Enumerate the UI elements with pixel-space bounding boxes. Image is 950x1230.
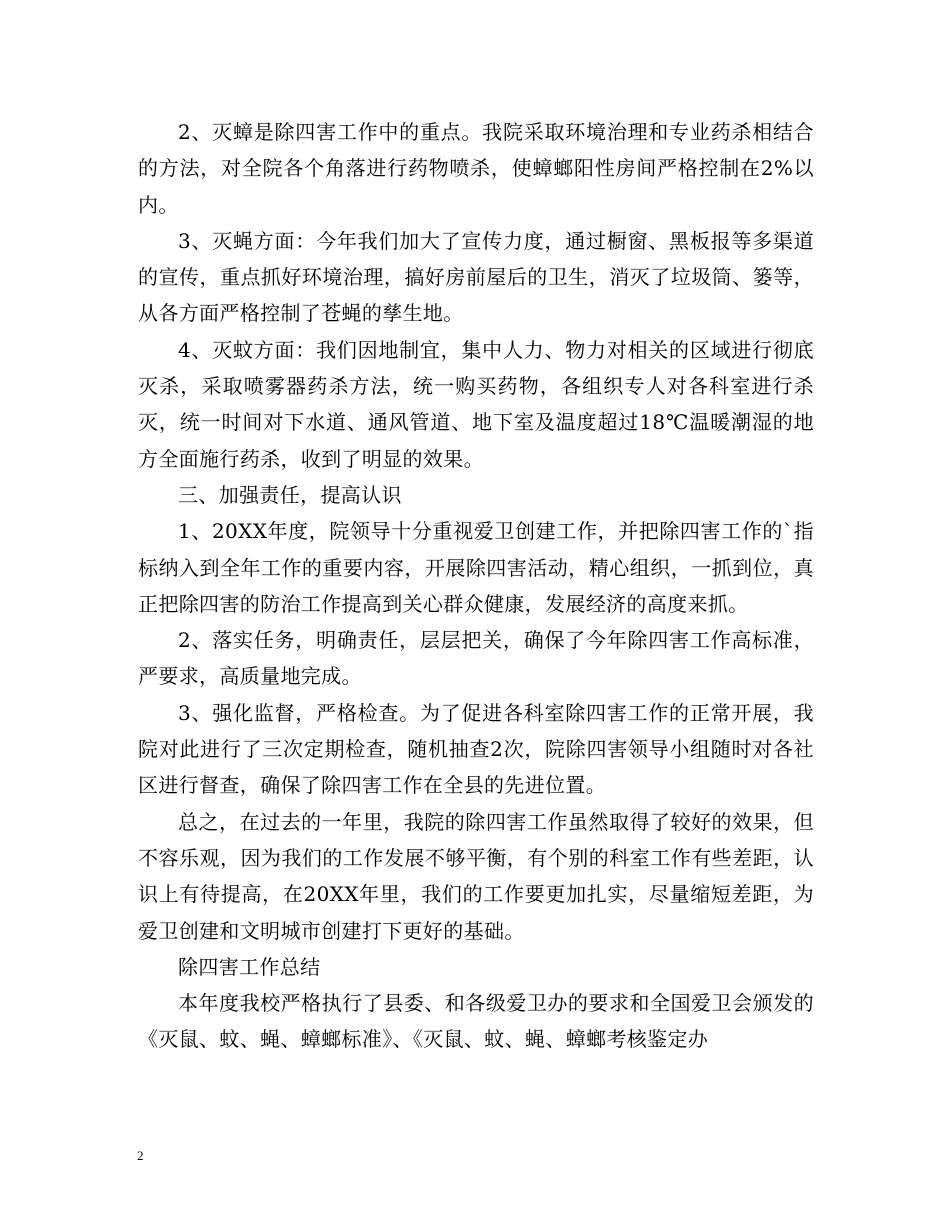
summary-title: 除四害工作总结 <box>178 954 321 979</box>
paragraph-leadership: 1、20XX年度，院领导十分重视爱卫创建工作，并把除四害工作的`指标纳入到全年工作的重要内容，开展除四害活动，精心组织，一抓到位，真正把除四害的防治工作提高到关心群众健康，发展经济的高度来抓。 <box>138 519 814 616</box>
paragraph-cockroach-control: 2、灭蟑是除四害工作中的重点。我院采取环境治理和专业药杀相结合的方法，对全院各个角落进行药物喷杀，使蟑螂阳性房间严格控制在2%以内。 <box>138 120 814 217</box>
page-number: 2 <box>137 1148 144 1163</box>
section-heading-responsibility: 三、加强责任，提高认识 <box>178 482 402 507</box>
paragraph-mosquito-control: 4、灭蚊方面：我们因地制宜，集中人力、物力对相关的区域进行彻底灭杀，采取喷雾器药杀方法，统一购买药物，各组织专人对各科室进行杀灭，统一时间对下水道、通风管道、地下室及温度超过18℃温暖潮湿的地方全面施行药杀，收到了明显的效果。 <box>138 337 814 471</box>
document-body <box>138 114 814 1058</box>
paragraph-fly-control: 3、灭蝇方面：今年我们加大了宣传力度，通过橱窗、黑板报等多渠道的宣传，重点抓好环境治理，搞好房前屋后的卫生，消灭了垃圾筒、篓等，从各方面严格控制了苍蝇的孳生地。 <box>138 228 814 326</box>
paragraph-tasks: 2、落实任务，明确责任，层层把关，确保了今年除四害工作高标准，严要求，高质量地完成。 <box>138 628 814 689</box>
paragraph-supervision: 3、强化监督，严格检查。为了促进各科室除四害工作的正常开展，我院对此进行了三次定期检查，随机抽查2次，院除四害领导小组随时对各社区进行督查，确保了除四害工作在全县的先进位置。 <box>138 700 814 798</box>
paragraph-conclusion: 总之，在过去的一年里，我院的除四害工作虽然取得了较好的效果，但不容乐观，因为我们的工作发展不够平衡，有个别的科室工作有些差距，认识上有待提高，在20XX年里，我们的工作要更加扎实，尽量缩短差距，为爱卫创建和文明城市创建打下更好的基础。 <box>138 809 814 943</box>
paragraph-school-summary: 本年度我校严格执行了县委、和各级爱卫办的要求和全国爱卫会颁发的《灭鼠、蚊、蝇、蟑螂标准》、《灭鼠、蚊、蝇、蟑螂考核鉴定办 <box>138 991 814 1052</box>
